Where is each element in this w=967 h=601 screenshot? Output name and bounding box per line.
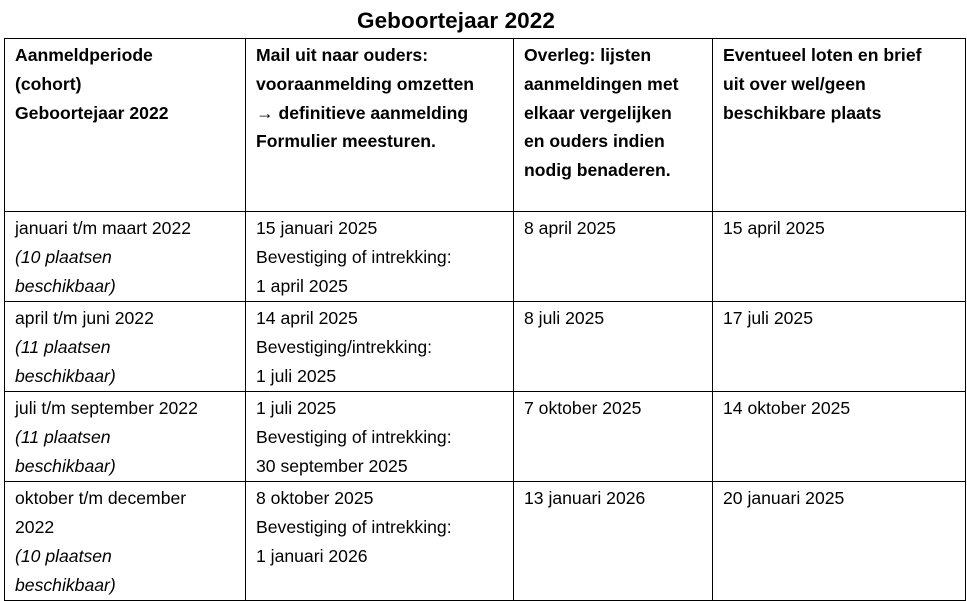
capacity-note: beschikbaar): [15, 276, 116, 296]
overleg-date: 13 januari 2026: [524, 488, 646, 508]
capacity-note: (11 plaatsen: [15, 427, 111, 447]
mail-date: 8 oktober 2025: [256, 488, 374, 508]
table-row: [5, 302, 966, 392]
header-line: elkaar vergelijken: [524, 102, 672, 123]
table-row: [5, 482, 966, 601]
loten-date: 17 juli 2025: [723, 308, 813, 328]
cell-period: [5, 212, 246, 302]
overleg-date: 8 april 2025: [524, 218, 616, 238]
confirmation-label: Bevestiging/intrekking:: [256, 337, 433, 357]
loten-date: 14 oktober 2025: [723, 398, 851, 418]
confirmation-date: 30 september 2025: [256, 456, 408, 476]
cell-mail: [246, 392, 514, 482]
cell-period: [5, 392, 246, 482]
header-line: Aanmeldperiode: [15, 45, 153, 65]
cell-overleg: [514, 302, 713, 392]
cell-loten: [713, 302, 966, 392]
header-mail: [246, 39, 514, 212]
header-line: Geboortejaar 2022: [15, 102, 169, 123]
period-text: april t/m juni 2022: [15, 308, 154, 328]
period-text: juli t/m september 2022: [15, 398, 198, 418]
cell-loten: [713, 212, 966, 302]
header-line: Overleg: lijsten: [524, 45, 652, 65]
cell-mail: [246, 212, 514, 302]
header-line: aanmeldingen met: [524, 73, 679, 94]
cell-overleg: [514, 392, 713, 482]
header-line: nodig benaderen.: [524, 160, 671, 181]
capacity-note: (11 plaatsen: [15, 337, 111, 357]
header-line: Formulier meesturen.: [256, 131, 436, 152]
header-row: [5, 39, 966, 212]
header-aanmeldperiode: [5, 39, 246, 212]
header-line: → definitieve aanmelding: [256, 102, 469, 123]
capacity-note: beschikbaar): [15, 575, 116, 595]
header-line: (cohort): [15, 73, 82, 94]
confirmation-date: 1 april 2025: [256, 276, 348, 296]
cell-period: [5, 482, 246, 601]
cell-overleg: [514, 212, 713, 302]
header-loten: [713, 39, 966, 212]
overleg-date: 8 juli 2025: [524, 308, 605, 328]
table-row: [5, 212, 966, 302]
header-line: en ouders indien: [524, 131, 665, 152]
period-text: oktober t/m december: [15, 488, 187, 508]
schedule-table: [4, 38, 966, 601]
header-line: vooraanmelding omzetten: [256, 73, 474, 94]
cell-mail: [246, 302, 514, 392]
capacity-note: beschikbaar): [15, 456, 116, 476]
cell-loten: [713, 482, 966, 601]
confirmation-date: 1 januari 2026: [256, 546, 368, 566]
confirmation-label: Bevestiging of intrekking:: [256, 247, 452, 267]
cell-mail: [246, 482, 514, 601]
confirmation-label: Bevestiging of intrekking:: [256, 517, 452, 537]
cell-loten: [713, 392, 966, 482]
cell-overleg: [514, 482, 713, 601]
page-title: Geboortejaar 2022: [356, 8, 556, 33]
mail-date: 14 april 2025: [256, 308, 358, 328]
overleg-date: 7 oktober 2025: [524, 398, 642, 418]
capacity-note: (10 plaatsen: [15, 546, 112, 566]
header-line: Eventueel loten en brief: [723, 45, 922, 65]
loten-date: 15 april 2025: [723, 218, 825, 238]
header-line: uit over wel/geen: [723, 73, 866, 94]
period-text: januari t/m maart 2022: [15, 218, 192, 238]
confirmation-label: Bevestiging of intrekking:: [256, 427, 452, 447]
capacity-note: beschikbaar): [15, 366, 116, 386]
header-line: Mail uit naar ouders:: [256, 45, 429, 65]
table-row: [5, 392, 966, 482]
cell-period: [5, 302, 246, 392]
header-line: beschikbare plaats: [723, 102, 882, 123]
period-text: 2022: [15, 517, 55, 537]
mail-date: 15 januari 2025: [256, 218, 378, 238]
header-overleg: [514, 39, 713, 212]
capacity-note: (10 plaatsen: [15, 247, 112, 267]
loten-date: 20 januari 2025: [723, 488, 845, 508]
confirmation-date: 1 juli 2025: [256, 366, 337, 386]
mail-date: 1 juli 2025: [256, 398, 337, 418]
